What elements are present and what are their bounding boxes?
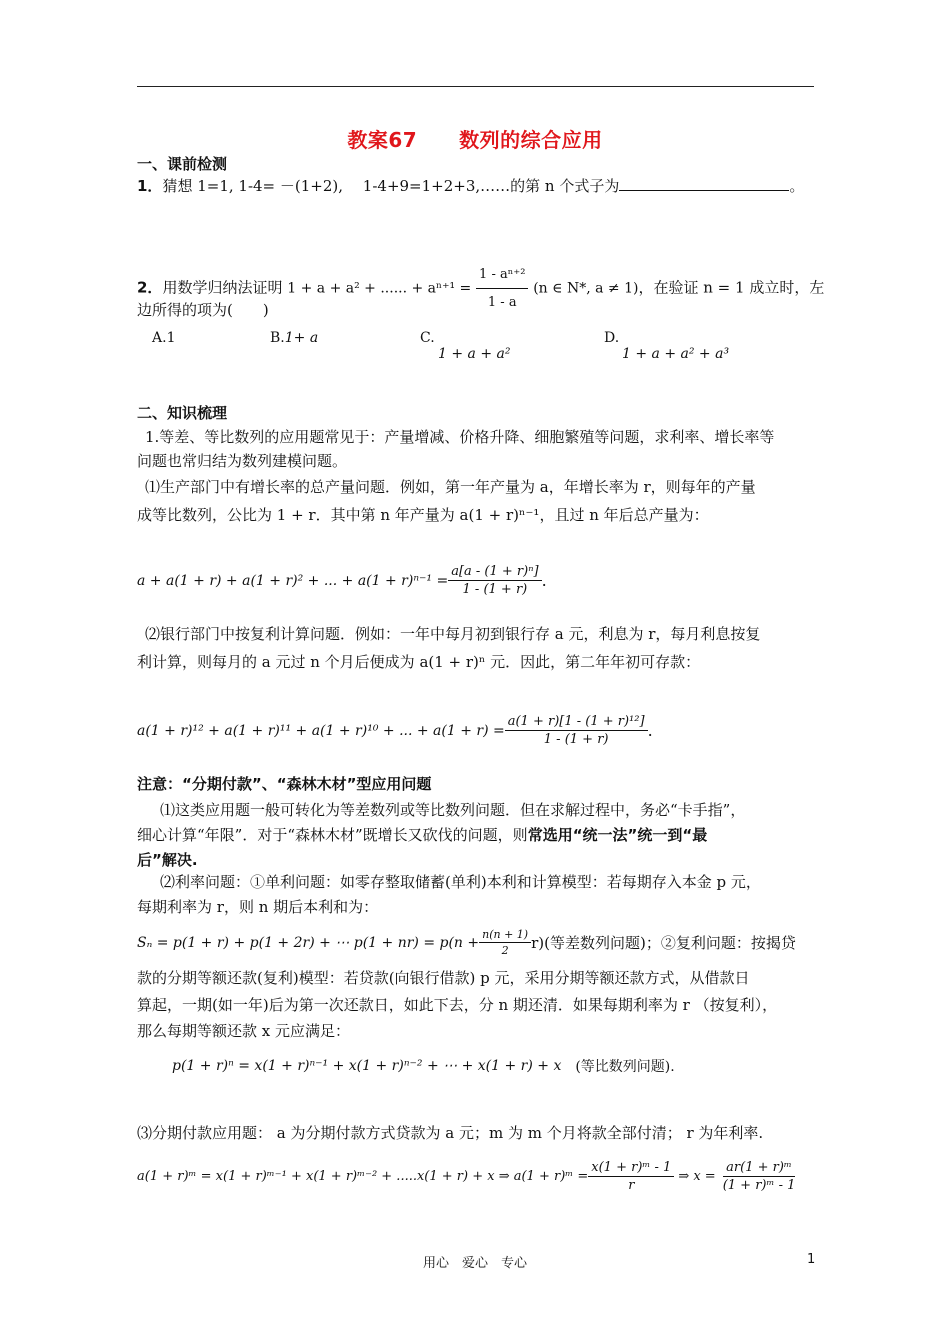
footer-motto: 用心 爱心 专心 [422, 1256, 527, 1271]
lesson-number: 教案67 [347, 128, 418, 152]
formula-2-end: . [647, 721, 653, 740]
note-1-emphasis: 常选用“统一法”统一到“最 [527, 826, 708, 844]
question-1-number: 1． [137, 177, 163, 195]
formula-4: p(1 + r)ⁿ = x(1 + r)ⁿ⁻¹ + x(1 + r)ⁿ⁻² + ⋯ + x(1 + r) + x [172, 1058, 562, 1074]
formula-geometric-sum [137, 564, 547, 597]
paragraph-1-line1: 1.等差、等比数列的应用题常见于：产量增减、价格升降、细胞繁殖等问题，求利率、增长率等 [145, 428, 775, 446]
option-d-label: D. [604, 330, 620, 346]
option-c[interactable] [420, 330, 510, 362]
paragraph-3-line2: 利计算，则每月的 a 元过 n 个月后便成为 a(1 + r)ⁿ 元．因此，第二年年初可存款： [137, 653, 701, 671]
question-1-text: 猜想 1=1, 1-4= －(1+2), 1-4+9=1+2+3,……的第 n 个式子为 [162, 177, 620, 195]
note-2-line5: 算起，一期(如一年)后为第一次还款日，如此下去，分 n 期还清．如果每期利率为 r （按复利）， [137, 996, 778, 1014]
formula-5-numerator-2: ar(1 + r)ᵐ [723, 1160, 795, 1177]
answer-blank[interactable] [619, 176, 789, 191]
note-2-line2: 每期利率为 r，则 n 期后本利和为： [137, 898, 379, 916]
note-1-line2-text: 细心计算“年限”．对于“森林木材”既增长又砍伐的问题，则 [137, 826, 528, 844]
formula-4-tail: (等比数列问题). [575, 1059, 675, 1075]
note-1-line2 [137, 823, 707, 848]
formula-5-fraction-1 [588, 1160, 674, 1193]
question-2-condition: (n ∈ N*, a ≠ 1) [533, 280, 639, 297]
option-a[interactable] [152, 330, 175, 346]
option-c-value: 1 + a + a² [438, 346, 511, 362]
paragraph-2-line2: 成等比数列，公比为 1 + r．其中第 n 年产量为 a(1 + r)ⁿ⁻¹，且过 n 年后总产量为： [137, 506, 709, 524]
option-c-label: C. [420, 330, 435, 346]
paragraph-3-line1: ⑵银行部门中按复利计算问题．例如：一年中每月初到银行存 a 元，利息为 r，每月利息按复 [145, 625, 761, 643]
fraction-denominator: 1 - a [487, 295, 517, 310]
formula-1-fraction [448, 564, 541, 597]
formula-5-mid: ⇒ x = [678, 1169, 716, 1184]
note-1-line3: 后”解决. [137, 851, 198, 869]
formula-3-denominator: 2 [501, 944, 509, 957]
note-1-line1: ⑴这类应用题一般可转化为等差数列或等比数列问题．但在求解过程中，务必“卡手指”， [160, 801, 746, 819]
note-3-line1: ⑶分期付款应用题： a 为分期付款方式贷款为 a 元；m 为 m 个月将款全部付清； r 为年利率. [137, 1124, 764, 1142]
option-b[interactable] [270, 330, 318, 346]
formula-3-lhs: Sₙ = p(1 + r) + p(1 + 2r) + ⋯ p(1 + nr) = p(n + [137, 934, 480, 951]
formula-3-fraction [479, 928, 531, 957]
note-2-line1: ⑵利率问题：①单利问题：如零存整取储蓄(单利)本利和计算模型：若每期存入本金 p 元， [160, 873, 761, 891]
question-2-number: 2． [137, 278, 163, 297]
question-1 [137, 174, 804, 199]
paragraph-1-line2: 问题也常归结为数列建模问题。 [137, 452, 348, 470]
option-b-value: 1+ a [284, 330, 319, 346]
formula-5-fraction-2 [720, 1160, 799, 1193]
formula-1-lhs: a + a(1 + r) + a(1 + r)² + ... + a(1 + r)ⁿ⁻¹ = [137, 572, 449, 589]
question-2-formula: 1 + a + a² + ...... + aⁿ⁺¹ = [287, 280, 472, 297]
formula-compound-savings [137, 714, 653, 747]
formula-5-denominator-2: (1 + r)ᵐ - 1 [722, 1178, 796, 1193]
question-2-text: 用数学归纳法证明 [162, 278, 283, 297]
question-2-line2: 边所得的项为( ) [137, 301, 269, 319]
formula-1-end: . [541, 571, 547, 590]
note-2-line4: 款的分期等额还款(复利)模型：若贷款(向银行借款) p 元，采用分期等额还款方式，从借款日 [137, 969, 750, 987]
header-rule [137, 86, 814, 87]
formula-5-numerator-1: x(1 + r)ᵐ - 1 [588, 1160, 674, 1177]
question-2-tail: ，在验证 n = 1 成立时，左 [638, 278, 825, 297]
formula-2-fraction [505, 714, 648, 747]
option-a-value: 1 [166, 330, 176, 346]
formula-1-denominator: 1 - (1 + r) [462, 582, 528, 597]
lesson-topic: 数列的综合应用 [459, 128, 603, 152]
page-number: 1 [807, 1252, 816, 1267]
formula-installment [172, 1056, 675, 1076]
formula-3-tail: r)(等差数列问题)；②复利问题：按揭贷 [531, 934, 796, 952]
formula-1-numerator: a[a - (1 + r)ⁿ] [448, 564, 541, 581]
formula-simple-interest [137, 928, 796, 957]
formula-5-denominator-1: r [628, 1178, 635, 1193]
formula-3-numerator: n(n + 1) [479, 928, 531, 943]
formula-2-denominator: 1 - (1 + r) [543, 732, 609, 747]
section-heading-2: 二、知识梳理 [137, 404, 228, 422]
paragraph-2-line1: ⑴生产部门中有增长率的总产量问题．例如，第一年产量为 a，年增长率为 r，则每年的产量 [145, 478, 756, 496]
option-a-label: A. [152, 330, 167, 346]
option-d[interactable] [604, 330, 729, 362]
formula-2-numerator: a(1 + r)[1 - (1 + r)¹²] [505, 714, 648, 731]
page-title [0, 124, 950, 153]
formula-5-lhs: a(1 + r)ᵐ = x(1 + r)ᵐ⁻¹ + x(1 + r)ᵐ⁻² + .....x(1 + r) + x ⇒ a(1 + r)ᵐ = [137, 1169, 589, 1184]
fraction-numerator: 1 - aⁿ⁺² [476, 262, 528, 289]
note-2-line6: 那么每期等额还款 x 元应满足： [137, 1022, 350, 1040]
section-heading-1: 一、课前检测 [137, 155, 228, 173]
note-heading: 注意：“分期付款”、“森林木材”型应用问题 [137, 775, 432, 793]
question-1-end: 。 [789, 177, 805, 195]
formula-2-lhs: a(1 + r)¹² + a(1 + r)¹¹ + a(1 + r)¹⁰ + ... + a(1 + r) = [137, 722, 505, 739]
question-2-fraction [476, 262, 528, 315]
option-d-value: 1 + a + a² + a³ [622, 346, 730, 362]
option-b-label: B. [270, 330, 285, 346]
formula-payment [137, 1160, 798, 1193]
